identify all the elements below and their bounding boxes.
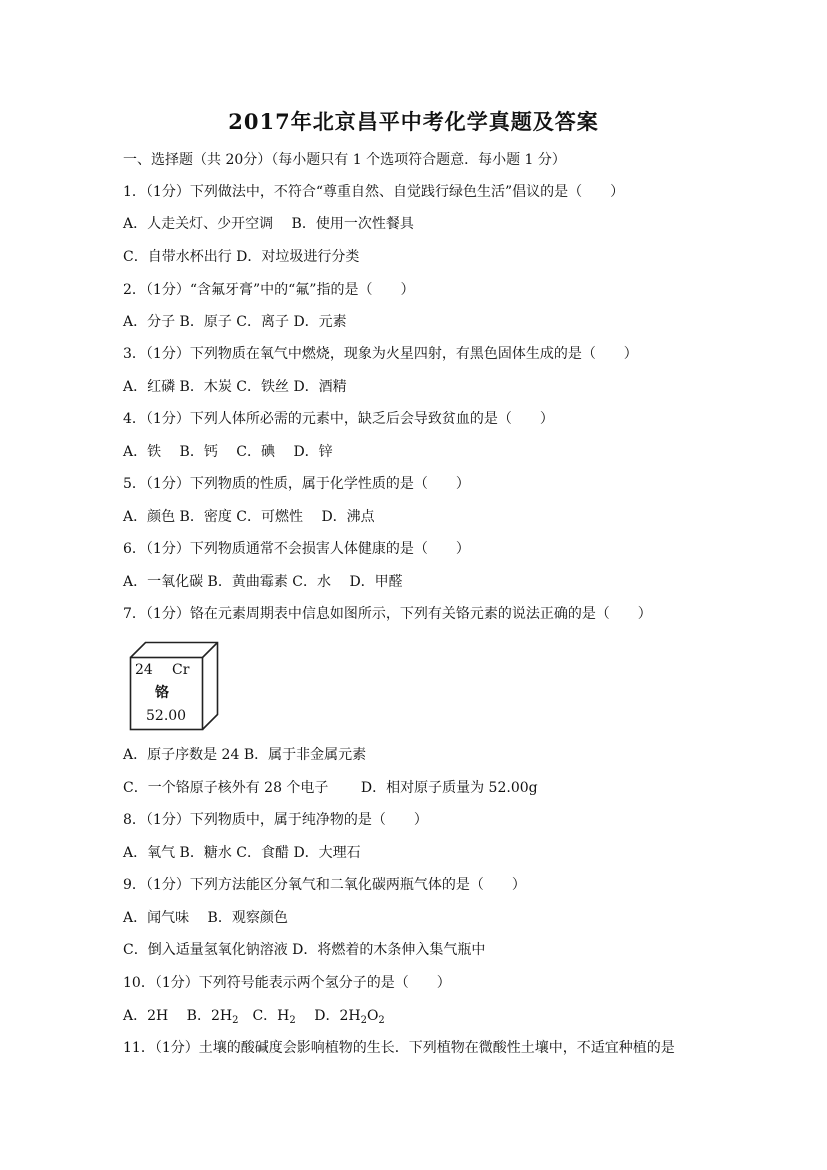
subscript: 2 xyxy=(378,1015,385,1026)
question-5-options: A．颜色 B．密度 C．可燃性 D．沸点 xyxy=(123,509,375,525)
question-2-options: A．分子 B．原子 C．离子 D．元素 xyxy=(123,314,347,330)
question-3: 3．（1分）下列物质在氧气中燃烧，现象为火星四射，有黑色固体生成的是（ ） xyxy=(123,346,638,362)
question-4-options: A．铁 B．钙 C．碘 D．锌 xyxy=(123,444,333,460)
question-3-options: A．红磷 B．木炭 C．铁丝 D．酒精 xyxy=(123,379,347,395)
question-1-options-cd: C．自带水杯出行 D．对垃圾进行分类 xyxy=(123,249,360,265)
chromium-element-card xyxy=(128,640,221,732)
atomic-mass: 52.00 xyxy=(146,708,187,724)
question-1: 1．（1分）下列做法中，不符合“尊重自然、自觉践行绿色生活”倡议的是（ ） xyxy=(123,184,625,200)
question-6: 6．（1分）下列物质通常不会损害人体健康的是（ ） xyxy=(123,541,470,557)
element-symbol: Cr xyxy=(172,662,190,678)
question-9: 9．（1分）下列方法能区分氧气和二氧化碳两瓶气体的是（ ） xyxy=(123,877,526,893)
subscript: 2 xyxy=(360,1015,367,1026)
question-4: 4．（1分）下列人体所必需的元素中，缺乏后会导致贫血的是（ ） xyxy=(123,411,554,427)
question-7: 7．（1分）铬在元素周期表中信息如图所示，下列有关铬元素的说法正确的是（ ） xyxy=(123,606,652,622)
question-8-options: A．氧气 B．糖水 C．食醋 D．大理石 xyxy=(123,845,361,861)
oxygen-symbol: O xyxy=(366,1008,379,1024)
page-title: 2017年北京昌平中考化学真题及答案 xyxy=(228,109,599,134)
question-9-options-ab: A．闻气味 B．观察颜色 xyxy=(123,910,288,926)
question-11: 11．（1分）土壤的酸碱度会影响植物的生长．下列植物在微酸性土壤中，不适宜种植的是 xyxy=(123,1040,675,1056)
section-header: 一、选择题（共 20分）（每小题只有 1 个选项符合题意．每小题 1 分） xyxy=(123,152,566,168)
question-2: 2．（1分）“含氟牙膏”中的“氟”指的是（ ） xyxy=(123,282,415,298)
question-7-options-ab: A．原子序数是 24 B．属于非金属元素 xyxy=(123,747,367,763)
question-7-options-cd: C．一个铬原子核外有 28 个电子 D．相对原子质量为 52.00g xyxy=(123,780,538,796)
option-d: D．2H xyxy=(295,1008,361,1024)
question-8: 8．（1分）下列物质中，属于纯净物的是（ ） xyxy=(123,812,428,828)
question-10: 10．（1分）下列符号能表示两个氢分子的是（ ） xyxy=(123,975,451,991)
atomic-number: 24 xyxy=(135,662,153,678)
question-6-options: A．一氧化碳 B．黄曲霉素 C．水 D．甲醛 xyxy=(123,574,403,590)
element-name: 铬 xyxy=(155,685,169,701)
question-5: 5．（1分）下列物质的性质，属于化学性质的是（ ） xyxy=(123,476,470,492)
subscript: 2 xyxy=(232,1015,239,1026)
question-1-options-ab: A．人走关灯、少开空调 B．使用一次性餐具 xyxy=(123,216,414,232)
question-9-options-cd: C．倒入适量氢氧化钠溶液 D．将燃着的木条伸入集气瓶中 xyxy=(123,942,486,958)
subscript: 2 xyxy=(289,1015,296,1026)
question-10-options xyxy=(123,1006,385,1031)
option-ab: A．2H B．2H xyxy=(123,1008,233,1024)
option-c: C．H xyxy=(238,1008,290,1024)
